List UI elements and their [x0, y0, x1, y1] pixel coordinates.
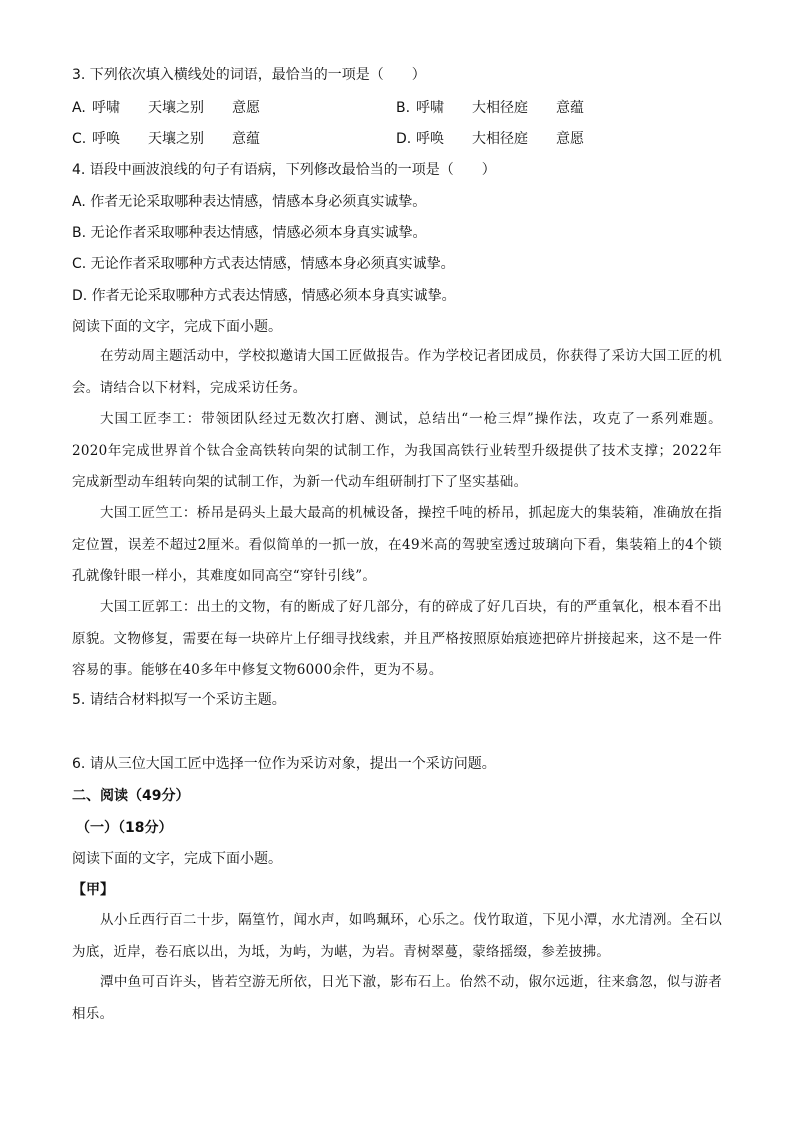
option-letter: B.	[396, 100, 411, 116]
question-6: 6. 请从三位大国工匠中选择一位作为采访对象，提出一个采访问题。	[72, 756, 496, 772]
classical-passage-2: 潭中鱼可百许头，皆若空游无所依，日光下澈，影布石上。佁然不动，俶尔远逝，往来翕忽，似与游者相乐。	[72, 974, 722, 1022]
question-4-option-c[interactable]: C. 无论作者采取哪种方式表达情感，情感本身必须真实诚挚。	[72, 256, 455, 272]
option-letter: A.	[72, 100, 86, 116]
question-3-stem: 3. 下列依次填入横线处的词语，最恰当的一项是（ ）	[72, 67, 426, 83]
option-word-3: 意蕴	[232, 131, 260, 147]
question-3-option-b[interactable]	[396, 98, 726, 118]
material-li: 大国工匠李工：带领团队经过无数次打磨、测试，总结出“一枪三焊”操作法，攻克了一系列难题。2020年完成世界首个钛合金高铁转向架的试制工作，为我国高铁行业转型升级提供了技术支撑；2022年完成新型动车组转向架的试制工作，为新一代动车组研制打下了坚实基础。	[72, 411, 722, 490]
question-4-option-d[interactable]: D. 作者无论采取哪种方式表达情感，情感必须本身真实诚挚。	[72, 288, 456, 304]
question-4-stem: 4. 语段中画波浪线的句子有语病，下列修改最恰当的一项是（ ）	[72, 162, 496, 178]
material-zhu: 大国工匠竺工：桥吊是码头上最大最高的机械设备，操控千吨的桥吊，抓起庞大的集装箱，准确放在指定位置，误差不超过2厘米。看似简单的一抓一放，在49米高的驾驶室透过玻璃向下看，集装箱上的4个锁孔就像针眼一样小，其难度如同高空“穿针引线”。	[72, 505, 722, 584]
subsection-heading: （一）（18分）	[76, 820, 173, 836]
option-word-3: 意愿	[556, 131, 584, 147]
option-letter: D.	[396, 131, 412, 147]
option-word-3: 意愿	[232, 100, 260, 116]
option-letter: C.	[72, 131, 87, 147]
question-4-option-a[interactable]: A. 作者无论采取哪种表达情感，情感本身必须真实诚挚。	[72, 194, 427, 210]
option-word-1: 呼唤	[416, 131, 444, 147]
reading-instruction: 阅读下面的文字，完成下面小题。	[72, 319, 282, 335]
question-5: 5. 请结合材料拟写一个采访主题。	[72, 692, 286, 708]
option-word-1: 呼啸	[92, 100, 120, 116]
option-word-2: 天壤之别	[148, 100, 204, 116]
option-word-2: 天壤之别	[148, 131, 204, 147]
option-word-2: 大相径庭	[472, 131, 528, 147]
option-word-2: 大相径庭	[472, 100, 528, 116]
material-intro: 在劳动周主题活动中，学校拟邀请大国工匠做报告。作为学校记者团成员，你获得了采访大国工匠的机会。请结合以下材料，完成采访任务。	[72, 348, 722, 396]
material-guo: 大国工匠郭工：出土的文物，有的断成了好几部分，有的碎成了好几百块，有的严重氧化，根本看不出原貌。文物修复，需要在每一块碎片上仔细寻找线索，并且严格按照原始痕迹把碎片拼接起来，这不是一件容易的事。能够在40多年中修复文物6000余件，更为不易。	[72, 599, 722, 678]
option-word-3: 意蕴	[556, 100, 584, 116]
classical-passage-1: 从小丘西行百二十步，隔篁竹，闻水声，如鸣珮环，心乐之。伐竹取道，下见小潭，水尤清冽。全石以为底，近岸，卷石底以出，为坻，为屿，为嵁，为岩。青树翠蔓，蒙络摇缀，参差披拂。	[72, 912, 722, 960]
reading-instruction-2: 阅读下面的文字，完成下面小题。	[72, 851, 282, 867]
question-4-option-b[interactable]: B. 无论作者采取哪种表达情感，情感必须本身真实诚挚。	[72, 225, 427, 241]
option-word-1: 呼唤	[92, 131, 120, 147]
section-heading: 二、阅读（49分）	[72, 788, 190, 804]
option-word-1: 呼啸	[416, 100, 444, 116]
question-3-option-d[interactable]	[396, 129, 726, 149]
passage-label: 【甲】	[72, 882, 114, 898]
